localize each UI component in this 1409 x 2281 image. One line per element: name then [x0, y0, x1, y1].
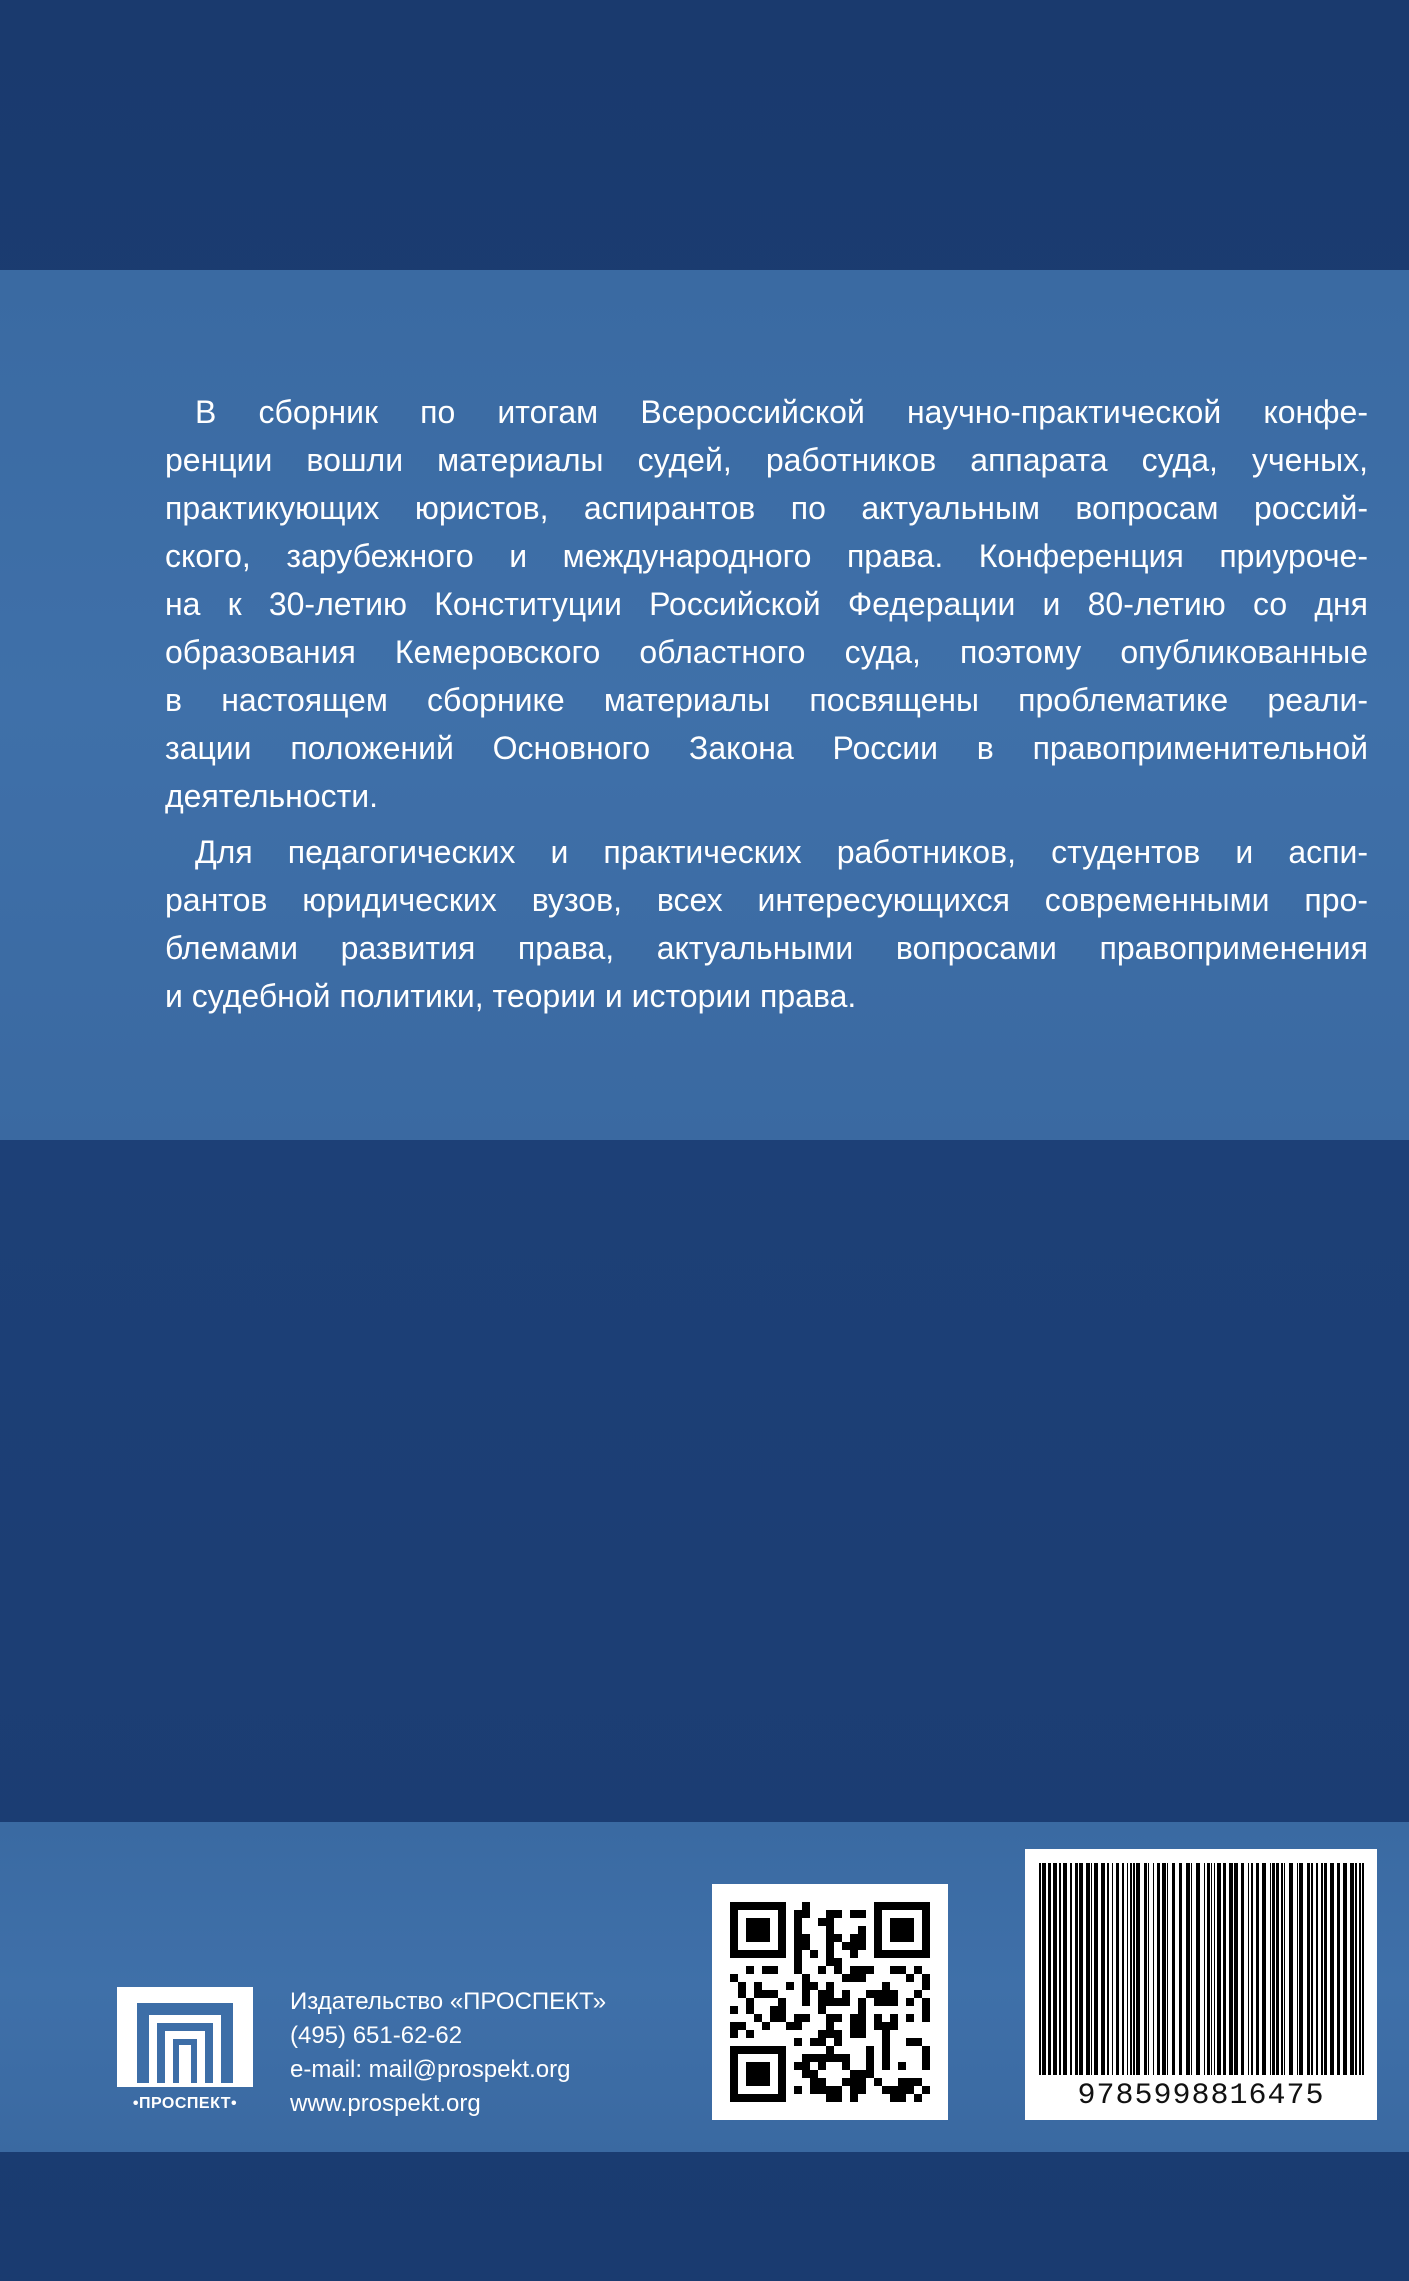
publisher-name: Издательство «ПРОСПЕКТ» — [290, 1988, 607, 2015]
annotation-paragraph-2 — [135, 828, 1368, 1020]
text-line: рантов юридических вузов, всех интересующихся современными про- — [165, 882, 1368, 918]
logo-caption: •ПРОСПЕКТ• — [132, 2095, 238, 2112]
publisher-info — [290, 1985, 606, 2121]
annotation-paragraph-1 — [135, 388, 1368, 820]
annotation-text — [135, 388, 1368, 1020]
publisher-website: www.prospekt.org — [290, 2090, 481, 2117]
barcode-icon — [1025, 1849, 1377, 2079]
isbn-barcode — [1025, 1849, 1377, 2120]
text-line: деятельности. — [165, 778, 379, 814]
text-line: блемами развития права, актуальными вопросами правоприменения — [165, 930, 1368, 966]
text-line: и судебной политики, теории и истории права. — [165, 978, 857, 1014]
text-line: Для педагогических и практических работников, студентов и аспи- — [195, 834, 1368, 870]
qr-code — [712, 1884, 948, 2120]
isbn-number: 9785998816475 — [1077, 2079, 1325, 2113]
text-line: ского, зарубежного и международного права. Конференция приуроче- — [165, 538, 1368, 574]
text-line: на к 30-летию Конституции Российской Федерации и 80-летию со дня — [165, 586, 1368, 622]
publisher-email: e-mail: mail@prospekt.org — [290, 2056, 571, 2083]
text-line: ренции вошли материалы судей, работников аппарата суда, ученых, — [165, 442, 1368, 478]
text-line: практикующих юристов, аспирантов по актуальным вопросам россий- — [165, 490, 1368, 526]
qr-code-icon — [712, 1884, 948, 2120]
text-line: в настоящем сборнике материалы посвящены проблематике реали- — [165, 682, 1368, 718]
publisher-phone: (495) 651-62-62 — [290, 2022, 463, 2049]
text-line: В сборник по итогам Всероссийской научно-практической конфе- — [195, 394, 1368, 430]
text-line: зации положений Основного Закона России в правоприменительной — [165, 730, 1368, 766]
text-line: образования Кемеровского областного суда, поэтому опубликованные — [165, 634, 1368, 670]
